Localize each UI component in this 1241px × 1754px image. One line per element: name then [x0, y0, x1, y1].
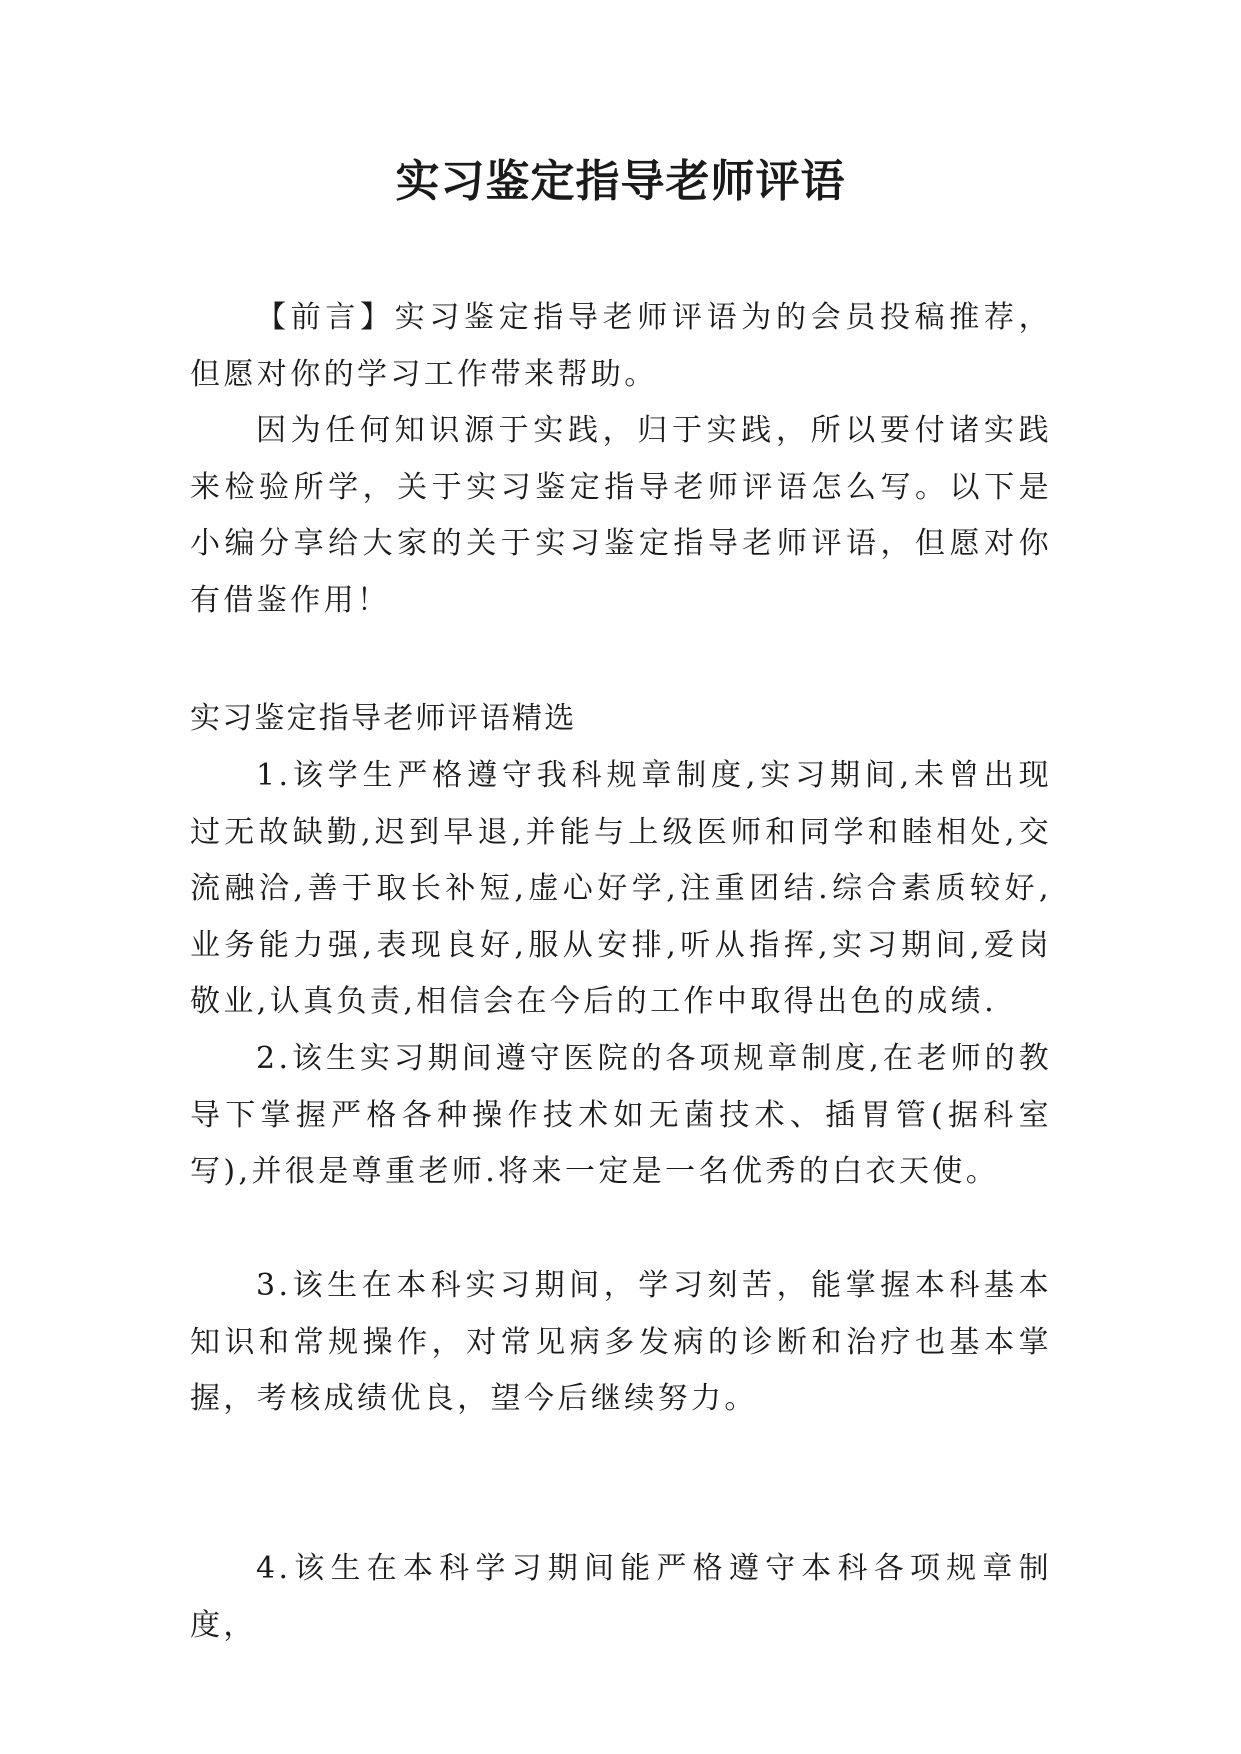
comment-item-4: 4.该生在本科学习期间能严格遵守本科各项规章制度， [190, 1551, 1052, 1643]
comment-item-1: 1.该学生严格遵守我科规章制度,实习期间,未曾出现过无故缺勤,迟到早退,并能与上级医师和同学和睦相处,交流融洽,善于取长补短,虚心好学,注重团结.综合素质较好,业务能力强,表现良好,服从安排,听从指挥,实习期间,爱岗敬业,认真负责,相信会在今后的工作中取得出色的成绩. [190, 758, 1052, 1019]
section-heading: 实习鉴定指导老师评语精选 [190, 701, 577, 736]
preface-paragraph: 【前言】实习鉴定指导老师评语为的会员投稿推荐，但愿对你的学习工作带来帮助。 [190, 300, 1052, 392]
intro-paragraph: 因为任何知识源于实践，归于实践，所以要付诸实践来检验所学，关于实习鉴定指导老师评语怎么写。以下是小编分享给大家的关于实习鉴定指导老师评语，但愿对你有借鉴作用！ [190, 413, 1052, 618]
document-title: 实习鉴定指导老师评语 [395, 156, 846, 207]
comment-item-3: 3.该生在本科实习期间，学习刻苦，能掌握本科基本知识和常规操作，对常见病多发病的诊断和治疗也基本掌握，考核成绩优良，望今后继续努力。 [190, 1268, 1052, 1416]
comment-item-2: 2.该生实习期间遵守医院的各项规章制度,在老师的教导下掌握严格各种操作技术如无菌技术、插胃管(据科室写),并很是尊重老师.将来一定是一名优秀的白衣天使。 [190, 1041, 1052, 1189]
